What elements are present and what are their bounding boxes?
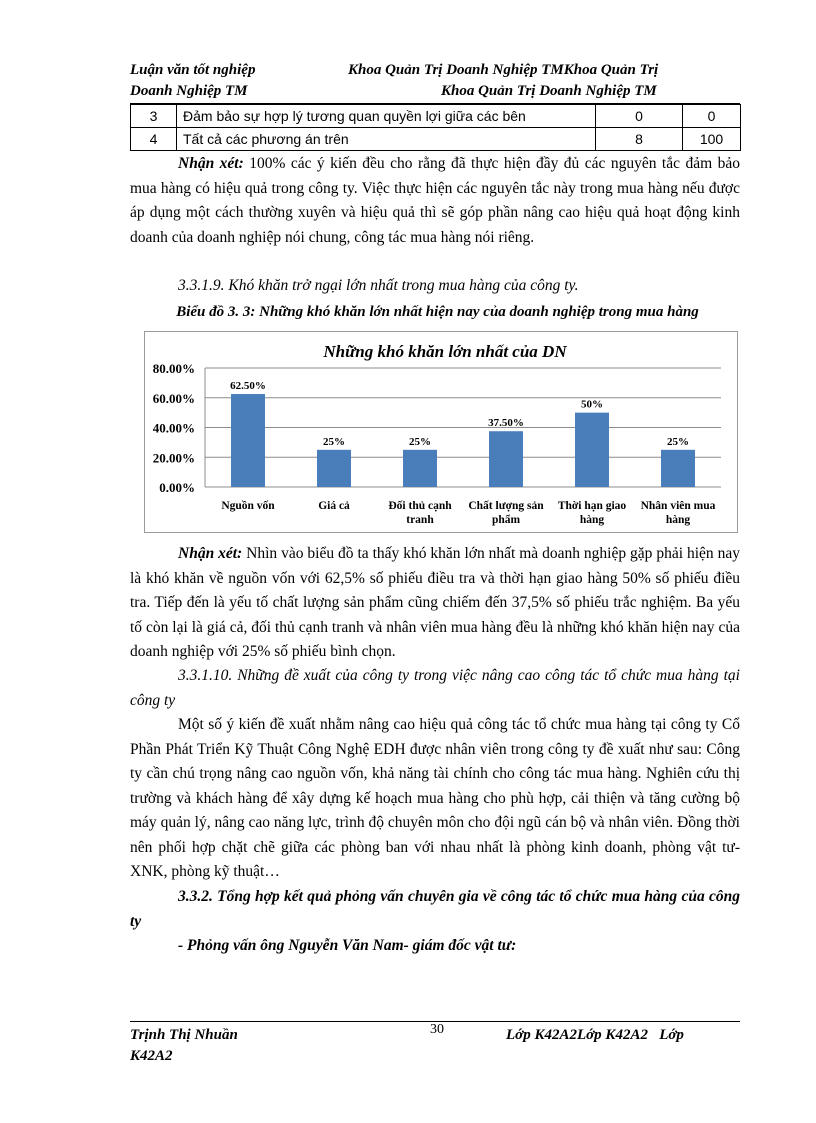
chart-caption: Biểu đồ 3. 3: Những khó khăn lớn nhất hiện nay của doanh nghiệp trong mua hàng <box>176 304 699 320</box>
remark-label: Nhận xét: <box>178 545 243 562</box>
x-tick-label: phẩm <box>491 514 521 526</box>
x-tick-label: hàng <box>579 514 605 526</box>
remark-text: 100% các ý kiến đều cho rằng đã thực hiện đầy đủ các nguyên tắc đảm bảo mua hàng có hiệu quả trong công ty. Việc thực hiện các nguyên tắc này trong mua hàng nếu được áp dụng một cách thường xuyên và hiệu quả thì sẽ góp phần nâng cao hiệu quả hoạt động kinh doanh của doanh nghiệp nói chung, công tác mua hàng nói riêng. <box>130 155 740 246</box>
table-cell-count: 0 <box>596 105 683 128</box>
chart-title: Những khó khăn lớn nhất của DN <box>323 342 567 361</box>
y-tick-label: 40.00% <box>152 420 195 436</box>
table-cell-count: 8 <box>596 128 683 151</box>
section-heading-332 <box>130 885 740 934</box>
x-tick-label: Nhân viên mua <box>640 500 716 512</box>
heading-text: 3.3.2. Tổng hợp kết quả phỏng vấn chuyên gia về công tác tổ chức mua hàng của công ty <box>130 888 740 930</box>
footer-class: K42A2 <box>130 1048 173 1064</box>
data-label: 62.50% <box>230 380 266 393</box>
section-heading-33110 <box>130 664 740 713</box>
table-row <box>131 105 741 128</box>
header-left-line1: Luận văn tốt nghiệp <box>130 62 256 78</box>
table-cell-no: 4 <box>131 128 177 151</box>
table-cell-percent: 0 <box>683 105 741 128</box>
interview-line: - Phỏng vấn ông Nguyễn Văn Nam- giám đốc vật tư: <box>178 937 517 954</box>
remark-text: Nhìn vào biểu đồ ta thấy khó khăn lớn nhất mà doanh nghiệp gặp phải hiện nay là khó khăn về nguồn vốn với 62,5% số phiếu điều tra và thời hạn giao hàng 50% số phiếu điều tra. Tiếp đến là yếu tố chất lượng sản phẩm cũng chiếm đến 37,5% số phiếu trắc nghiệm. Ba yếu tố còn lại là giá cả, đối thủ cạnh tranh và nhân viên mua hàng đều là những khó khăn hiện nay của doanh nghiệp với 25% số phiếu bình chọn. <box>130 545 740 660</box>
bar <box>575 413 609 487</box>
table-cell-percent: 100 <box>683 128 741 151</box>
table-cell-no: 3 <box>131 105 177 128</box>
bar <box>403 450 437 487</box>
x-tick-label: Đối thủ cạnh <box>388 500 452 512</box>
y-tick-label: 20.00% <box>152 450 195 466</box>
bar-chart <box>145 332 737 532</box>
heading-text: 3.3.1.10. Những đề xuất của công ty trong việc nâng cao công tác tổ chức mua hàng tại công ty <box>130 667 740 709</box>
x-tick-label: Nguồn vốn <box>221 500 275 512</box>
x-tick-label: Thời hạn giao <box>557 500 627 512</box>
header-left-line2: Doanh Nghiệp TM <box>130 83 248 99</box>
bar <box>489 431 523 487</box>
data-label: 25% <box>409 435 431 448</box>
y-tick-label: 0.00% <box>159 480 195 495</box>
footer-right: Lớp K42A2Lớp K42A2 Lớp <box>506 1027 684 1043</box>
footer-author: Trịnh Thị Nhuần <box>130 1027 238 1043</box>
x-tick-label: Giá cả <box>318 500 350 512</box>
remark-paragraph-1 <box>130 152 740 250</box>
data-label: 25% <box>323 435 345 448</box>
bar <box>231 394 265 487</box>
x-tick-label: Chất lượng sản <box>468 500 544 512</box>
data-label: 50% <box>581 398 603 411</box>
x-tick-label: hàng <box>665 514 691 526</box>
data-label: 25% <box>667 435 689 448</box>
section-heading-3319: 3.3.1.9. Khó khăn trở ngại lớn nhất trong mua hàng của công ty. <box>178 277 579 294</box>
data-label: 37.50% <box>488 417 524 430</box>
table-cell-text: Tất cả các phương án trên <box>177 128 596 151</box>
chart-container <box>144 331 738 533</box>
bar <box>661 450 695 487</box>
remark-label: Nhận xét: <box>178 155 244 172</box>
page-number: 30 <box>430 1022 444 1037</box>
principles-table <box>130 104 741 151</box>
y-tick-label: 60.00% <box>152 390 195 406</box>
proposal-paragraph: Một số ý kiến đề xuất nhằm nâng cao hiệu quả công tác tổ chức mua hàng tại công ty Cổ Phần Phát Triển Kỹ Thuật Công Nghệ EDH được nhân viên trong công ty đề xuất như sau: Công ty cần chú trọng nâng cao nguồn vốn, khả năng tài chính cho công tác mua hàng. Nghiên cứu thị trường và khách hàng để xây dựng kế hoạch mua hàng cho phù hợp, cải thiện và tăng cường bộ máy quản lý, nâng cao năng lực, trình độ chuyên môn cho đội ngũ cán bộ và nhân viên. Đồng thời nên phối hợp chặt chẽ giữa các phòng ban với nhau nhất là phòng kinh doanh, phòng vật tư- XNK, phòng kỹ thuật… <box>130 716 740 880</box>
bar <box>317 450 351 487</box>
header-right-line1: Khoa Quản Trị Doanh Nghiệp TMKhoa Quản Trị <box>348 62 659 78</box>
remark-paragraph-2 <box>130 542 740 665</box>
table-cell-text: Đảm bảo sự hợp lý tương quan quyền lợi giữa các bên <box>177 105 596 128</box>
header-right-line2: Khoa Quản Trị Doanh Nghiệp TM <box>441 83 657 99</box>
table-row <box>131 128 741 151</box>
x-tick-label: tranh <box>406 514 434 526</box>
y-tick-label: 80.00% <box>152 361 195 376</box>
